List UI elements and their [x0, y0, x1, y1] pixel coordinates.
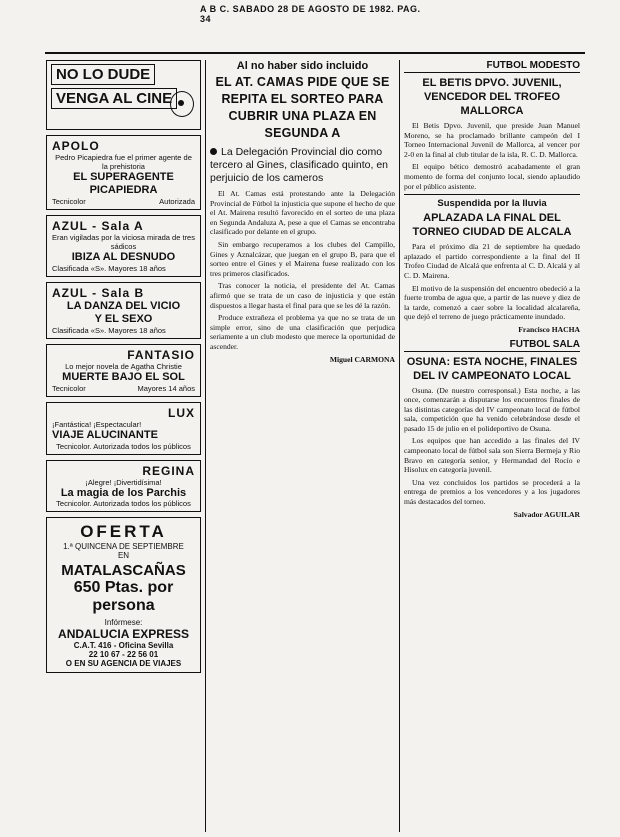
byline: Francisco HACHA [518, 324, 580, 334]
offer-info-label: Infórmese: [104, 618, 143, 627]
cinema-name: AZUL - Sala A [52, 219, 144, 233]
alcala-body [404, 242, 580, 334]
cinema-name: LUX [168, 406, 195, 420]
ad-lux [46, 402, 201, 455]
ad-regina [46, 460, 201, 512]
paragraph: Osuna. (De nuestro corresponsal.) Esta noche, a las once, comenzarán a disputarse los encuentros finales de las distintas categorías del IV campeonato local de fútbol sala, competición que ha venido celebrándose desde el pasado 15 de julio en el polideportivo de Osuna. [404, 385, 580, 433]
paragraph: El At. Camas está protestando ante la Delegación Provincial de Fútbol la injusticia que supone el hecho de que el At. Mairena resultó favorecido en el sorteo de una plaza en Segunda Andaluza A, pese a que el Camas se encontraba clasificado por delante en el grupo. [210, 189, 395, 237]
promo-line-2: VENGA AL CINE [51, 88, 177, 109]
section-futbol-sala: FUTBOL SALA [404, 339, 580, 352]
ad-apolo [46, 135, 201, 210]
article-lede [210, 146, 395, 185]
paragraph: Sin embargo recuperamos a los clubes del Campillo, Gines y Aznalcázar, que juegan en el grupo B, para que el sorteo entre el Gines y el Mairena fuese realizado con los tres primeros clasificados. [210, 239, 395, 278]
page-header: A B C. SABADO 28 DE AGOSTO DE 1982. PAG. 34 [200, 4, 421, 24]
cinema-ads-column [46, 60, 201, 673]
offer-title: OFERTA [80, 522, 167, 541]
sports-column [404, 60, 580, 522]
offer-price: 650 Ptas. por persona [73, 579, 174, 614]
alcala-headline: APLAZADA LA FINAL DEL TORNEO CIUDAD DE ALCALA [412, 212, 572, 239]
offer-period: 1.ª QUINCENA DE SEPTIEMBRE [63, 542, 184, 551]
paragraph: Una vez concluidos los partidos se procederá a la entrega de premios a los vencedores y a los jugadores más destacados del torneo. [404, 477, 580, 507]
paragraph: Para el próximo día 21 de septiembre ha quedado aplazado el partido correspondiente a la final del II Trofeo Ciudad de Alcalá que enfrenta al C. D. Alcalá y al C. D. Mairena. [404, 242, 580, 280]
cinema-name: APOLO [52, 139, 100, 153]
paragraph: El motivo de la suspensión del encuentro obedeció a la fuerte tromba de agua que, a partir de las nueve y diez de la tarde, comenzó a caer sobre la localidad alcalareña, que dejó el terreno de juego prácticamente inundado. [404, 283, 580, 322]
ad-foot-left: Tecnicolor [52, 384, 86, 393]
ad-foot: Clasificada «S». Mayores 18 años [52, 326, 166, 335]
cinema-name: AZUL - Sala B [52, 286, 145, 300]
promo-line-1: NO LO DUDE [51, 64, 155, 85]
film-title-1: LA DANZA DEL VICIO [66, 300, 181, 312]
offer-en: EN [117, 551, 130, 560]
ad-text: ¡Fantástica! ¡Espectacular! [52, 420, 142, 429]
offer-office: C.A.T. 416 - Oficina Sevilla [73, 641, 174, 650]
column-rule-right [399, 60, 400, 832]
offer-destination: MATALASCAÑAS [61, 562, 186, 579]
offer-footer: O EN SU AGENCIA DE VIAJES [65, 659, 182, 668]
film-reel-icon [170, 91, 194, 117]
cinema-name: REGINA [142, 464, 195, 478]
ad-text: Lo mejor novela de Agatha Christie [65, 362, 182, 371]
film-title: La magia de los Parchis [60, 487, 187, 499]
divider [404, 194, 580, 195]
ad-fantasio [46, 344, 201, 397]
bullet-icon [210, 148, 217, 155]
article-headline: EL AT. CAMAS PIDE QUE SE REPITA EL SORTEO PARA CUBRIR UNA PLAZA EN SEGUNDA A [215, 75, 390, 140]
byline: Salvador AGUILAR [513, 509, 580, 519]
offer-phones: 22 10 67 - 22 56 01 [88, 650, 159, 659]
main-article [210, 60, 395, 367]
ad-text: Eran vigiladas por la viciosa mirada de tres sádicos [52, 233, 195, 251]
ad-foot-right: Autorizada [159, 197, 195, 206]
article-body [210, 189, 395, 364]
ad-foot: Tecnicolor. Autorizada todos los públicos [56, 499, 191, 508]
paragraph: Los equipos que han accedido a las finales del IV campeonato local de fútbol sala son Sierra Bermeja y Rio Bravo en categoría senior, y Hermandad del Rocío e Hisolux en categoría juvenil. [404, 436, 580, 475]
betis-body [404, 121, 580, 191]
travel-offer-ad [46, 517, 201, 673]
film-title-2: Y EL SEXO [94, 313, 153, 325]
top-rule [45, 52, 585, 54]
article-kicker: Al no haber sido incluido [236, 60, 369, 72]
ad-azul-a [46, 215, 201, 277]
cinema-name: FANTASIO [127, 348, 195, 362]
ad-foot: Tecnicolor. Autorizada todos los públicos [56, 442, 191, 451]
film-title: IBIZA AL DESNUDO [71, 251, 176, 263]
ad-azul-b [46, 282, 201, 339]
film-title: VIAJE ALUCINANTE [52, 429, 158, 441]
ad-foot-left: Tecnicolor [52, 197, 86, 206]
paragraph: Produce extrañeza el problema ya que no se trata de un simple error, sino de una clasificación que perjudica seriamente a un club modesto que merece la oportunidad de ascender. [210, 313, 395, 351]
byline: Miguel CARMONA [329, 354, 395, 364]
ad-foot-right: Mayores 14 años [137, 384, 195, 393]
column-rule-left [205, 60, 206, 832]
film-title: MUERTE BAJO EL SOL [62, 371, 185, 383]
alcala-kicker: Suspendida por la lluvia [437, 198, 547, 210]
offer-agency: ANDALUCIA EXPRESS [58, 627, 189, 641]
lede-text: La Delegación Provincial dio como tercero al Gines, clasificado quinto, en perjuicio de los cameros [210, 146, 389, 184]
osuna-body [404, 386, 580, 520]
ad-text: Pedro Picapiedra fue el primer agente de la prehistoria [55, 153, 192, 171]
paragraph: Tras conocer la noticia, el presidente del At. Camas afirmó que se trata de un caso de injusticia y que están dispuestos a llegar hasta el final para que se les dé la razón. [210, 281, 395, 310]
cinema-promo-box [46, 60, 201, 130]
section-futbol-modesto: FUTBOL MODESTO [404, 60, 580, 73]
betis-headline: EL BETIS DPVO. JUVENIL, VENCEDOR DEL TROFEO MALLORCA [422, 77, 562, 117]
paragraph: El equipo bético demostró acabadamente el gran momento de forma del conjunto local, siendo aplaudido por el público asistente. [404, 162, 580, 191]
osuna-headline: OSUNA: ESTA NOCHE, FINALES DEL IV CAMPEONATO LOCAL [406, 355, 578, 382]
ad-foot: Clasificada «S». Mayores 18 años [52, 264, 166, 273]
ad-text: ¡Alegre! ¡Divertidísima! [85, 478, 162, 487]
film-title: EL SUPERAGENTE PICAPIEDRA [73, 171, 174, 196]
paragraph: El Betis Dpvo. Juvenil, que preside Juan Manuel Moreno, se ha proclamado brillante campeón del I Torneo Internacional Juvenil de Mallorca, al vencer por 2-0 en la final al club titular de la isla, R. C. D. Mallorca. [404, 121, 580, 159]
